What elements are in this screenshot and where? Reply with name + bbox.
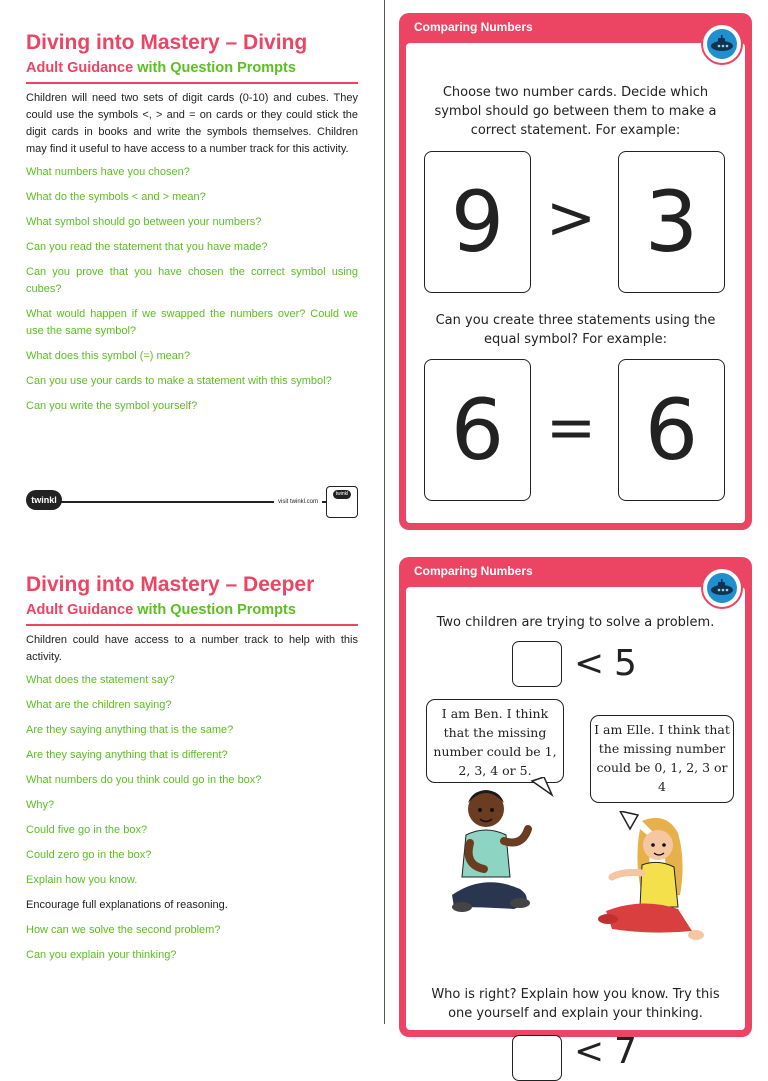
question-prompt: Why? [26,799,55,811]
guidance-footer [26,486,358,518]
number-card: 6 [424,359,531,501]
number-card: 6 [618,359,725,501]
missing-number-box [512,1035,562,1081]
card-intro: Two children are trying to solve a problem. [436,615,715,630]
comparing-numbers-card-1 [399,13,752,530]
girl-illustration [582,811,712,951]
question-prompt: Can you write the symbol yourself? [26,400,198,412]
guidance-intro: Children will need two sets of digit cards (0-10) and cubes. They could use the symbols <, > and = on cards or they could stick the digit cards in books and write the symbols themselves. Children may find it useful to have access to a number track for this activity. [26,92,358,155]
question-prompt: What are the children saying? [26,699,172,711]
card-header-title: Comparing Numbers [414,20,533,34]
page-divider [384,0,385,1024]
title-rule [26,624,358,626]
twinkl-logo[interactable]: twinkl [26,490,62,510]
question-prompt: Are they saying anything that is different? [26,749,228,761]
guidance-diving [26,30,358,423]
guidance-deeper [26,572,358,972]
subtitle-question-prompts: with Question Prompts [137,602,296,618]
quality-badge-icon [326,486,358,518]
guidance-title: Diving into Mastery – Deeper [26,573,315,596]
question-prompt: Are they saying anything that is the same? [26,724,234,736]
question-prompt: What do the symbols < and > mean? [26,191,206,203]
comparing-numbers-card-2 [399,557,752,1072]
guidance-note: Encourage full explanations of reasoning. [26,899,228,911]
question-prompt: What does this symbol (=) mean? [26,350,191,362]
less-than-symbol: < [574,1031,605,1072]
visit-link[interactable]: visit twinkl.com [274,499,322,505]
badge-logo: twinkl [333,490,351,499]
question-prompt: What does the statement say? [26,674,175,686]
card-header [399,557,752,587]
question-prompt: Explain how you know. [26,874,138,886]
title-rule [26,82,358,84]
card-instruction: Choose two number cards. Decide which symbol should go between them to make a correct statement. For example: [434,85,717,138]
problem-number: 5 [614,643,637,684]
subtitle-adult-guidance: Adult Guidance [26,602,134,618]
card-header-title: Comparing Numbers [414,564,533,578]
question-prompt: What symbol should go between your numbers? [26,216,262,228]
number-card: 9 [424,151,531,293]
guidance-intro: Children could have access to a number track to help with this activity. [26,634,358,663]
submarine-icon [701,23,743,65]
missing-number-box [512,641,562,687]
guidance-subtitle [26,600,358,620]
question-prompt: Can you prove that you have chosen the correct symbol using cubes? [26,266,358,295]
question-prompt: Could five go in the box? [26,824,148,836]
comparison-symbol: > [545,183,597,253]
guidance-title: Diving into Mastery – Diving [26,31,308,54]
question-prompt: What numbers do you think could go in the box? [26,774,262,786]
card-instruction: Can you create three statements using the equal symbol? For example: [435,313,716,347]
question-prompt: What would happen if we swapped the numbers over? Could we use the same symbol? [26,308,358,337]
guidance-subtitle [26,58,358,78]
card-body [406,587,745,1072]
submarine-icon [701,567,743,609]
card-question: Who is right? Explain how you know. Try this one yourself and explain your thinking. [431,987,720,1021]
question-prompt: Could zero go in the box? [26,849,152,861]
problem-number: 7 [614,1031,637,1072]
less-than-symbol: < [574,643,605,684]
card-body [406,43,745,523]
elle-speech-bubble: I am Elle. I think that the missing number could be 0, 1, 2, 3 or 4 [590,715,734,803]
question-prompt: What numbers have you chosen? [26,166,190,178]
card-header [399,13,752,43]
question-prompt: Can you use your cards to make a statement with this symbol? [26,375,332,387]
subtitle-adult-guidance: Adult Guidance [26,60,134,76]
equals-symbol: = [545,393,597,463]
subtitle-question-prompts: with Question Prompts [137,60,296,76]
question-prompt: Can you read the statement that you have made? [26,241,268,253]
question-prompt: Can you explain your thinking? [26,949,177,961]
ben-speech-bubble: I am Ben. I think that the missing number could be 1, 2, 3, 4 or 5. [426,699,564,783]
number-card: 3 [618,151,725,293]
question-prompt: How can we solve the second problem? [26,924,221,936]
boy-illustration [444,777,564,927]
